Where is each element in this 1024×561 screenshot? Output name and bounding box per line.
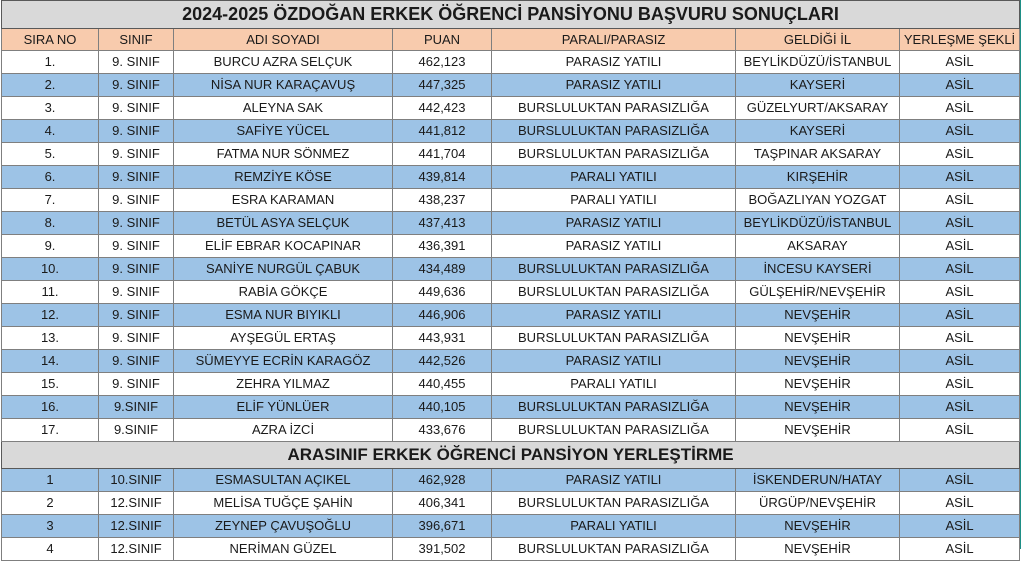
- cell-yerlesme-sekli[interactable]: ASİL: [900, 235, 1020, 258]
- cell-sira-no[interactable]: 17.: [2, 419, 99, 442]
- cell-sinif[interactable]: 9. SINIF: [99, 97, 174, 120]
- cell-geldigi-il[interactable]: NEVŞEHİR: [736, 396, 900, 419]
- cell-yerlesme-sekli[interactable]: ASİL: [900, 538, 1020, 561]
- column-header-sira-no[interactable]: SIRA NO: [2, 29, 99, 51]
- cell-puan[interactable]: 443,931: [393, 327, 492, 350]
- section-title[interactable]: ARASINIF ERKEK ÖĞRENCİ PANSİYON YERLEŞTİRME: [2, 442, 1020, 469]
- cell-geldigi-il[interactable]: KAYSERİ: [736, 74, 900, 97]
- cell-adi-soyadi[interactable]: AYŞEGÜL ERTAŞ: [174, 327, 393, 350]
- cell-sira-no[interactable]: 7.: [2, 189, 99, 212]
- cell-geldigi-il[interactable]: İSKENDERUN/HATAY: [736, 469, 900, 492]
- cell-parali-parasiz[interactable]: PARASIZ YATILI: [492, 350, 736, 373]
- cell-puan[interactable]: 446,906: [393, 304, 492, 327]
- cell-puan[interactable]: 391,502: [393, 538, 492, 561]
- cell-adi-soyadi[interactable]: SAFİYE YÜCEL: [174, 120, 393, 143]
- cell-parali-parasiz[interactable]: BURSLULUKTAN PARASIZLIĞA: [492, 143, 736, 166]
- cell-parali-parasiz[interactable]: PARASIZ YATILI: [492, 51, 736, 74]
- cell-adi-soyadi[interactable]: ALEYNA SAK: [174, 97, 393, 120]
- cell-parali-parasiz[interactable]: PARASIZ YATILI: [492, 304, 736, 327]
- cell-sinif[interactable]: 9. SINIF: [99, 258, 174, 281]
- cell-parali-parasiz[interactable]: BURSLULUKTAN PARASIZLIĞA: [492, 258, 736, 281]
- table-row: [2, 143, 1020, 166]
- cell-adi-soyadi[interactable]: ELİF YÜNLÜER: [174, 396, 393, 419]
- cell-sinif[interactable]: 9. SINIF: [99, 373, 174, 396]
- cell-geldigi-il[interactable]: NEVŞEHİR: [736, 515, 900, 538]
- cell-yerlesme-sekli[interactable]: ASİL: [900, 258, 1020, 281]
- sheet-title[interactable]: 2024-2025 ÖZDOĞAN ERKEK ÖĞRENCİ PANSİYONU BAŞVURU SONUÇLARI: [2, 1, 1020, 29]
- cell-adi-soyadi[interactable]: MELİSA TUĞÇE ŞAHİN: [174, 492, 393, 515]
- cell-parali-parasiz[interactable]: PARASIZ YATILI: [492, 235, 736, 258]
- cell-yerlesme-sekli[interactable]: ASİL: [900, 189, 1020, 212]
- cell-puan[interactable]: 436,391: [393, 235, 492, 258]
- column-header-sinif[interactable]: SINIF: [99, 29, 174, 51]
- table-row: [2, 97, 1020, 120]
- cell-yerlesme-sekli[interactable]: ASİL: [900, 327, 1020, 350]
- cell-parali-parasiz[interactable]: BURSLULUKTAN PARASIZLIĞA: [492, 97, 736, 120]
- cell-puan[interactable]: 441,812: [393, 120, 492, 143]
- cell-sira-no[interactable]: 4: [2, 538, 99, 561]
- cell-yerlesme-sekli[interactable]: ASİL: [900, 304, 1020, 327]
- cell-puan[interactable]: 440,105: [393, 396, 492, 419]
- cell-adi-soyadi[interactable]: ESMASULTAN AÇIKEL: [174, 469, 393, 492]
- cell-sira-no[interactable]: 11.: [2, 281, 99, 304]
- spreadsheet: [1, 0, 1021, 556]
- cell-yerlesme-sekli[interactable]: ASİL: [900, 97, 1020, 120]
- cell-puan[interactable]: 406,341: [393, 492, 492, 515]
- cell-puan[interactable]: 437,413: [393, 212, 492, 235]
- cell-yerlesme-sekli[interactable]: ASİL: [900, 281, 1020, 304]
- cell-parali-parasiz[interactable]: BURSLULUKTAN PARASIZLIĞA: [492, 281, 736, 304]
- cell-sira-no[interactable]: 2.: [2, 74, 99, 97]
- cell-yerlesme-sekli[interactable]: ASİL: [900, 74, 1020, 97]
- cell-sinif[interactable]: 9. SINIF: [99, 235, 174, 258]
- header-row: [2, 29, 1020, 51]
- cell-sinif[interactable]: 9. SINIF: [99, 143, 174, 166]
- cell-sira-no[interactable]: 1: [2, 469, 99, 492]
- cell-yerlesme-sekli[interactable]: ASİL: [900, 492, 1020, 515]
- cell-geldigi-il[interactable]: TAŞPINAR AKSARAY: [736, 143, 900, 166]
- cell-sinif[interactable]: 9. SINIF: [99, 327, 174, 350]
- cell-adi-soyadi[interactable]: NİSA NUR KARAÇAVUŞ: [174, 74, 393, 97]
- cell-parali-parasiz[interactable]: BURSLULUKTAN PARASIZLIĞA: [492, 396, 736, 419]
- cell-puan[interactable]: 447,325: [393, 74, 492, 97]
- cell-sinif[interactable]: 10.SINIF: [99, 469, 174, 492]
- cell-sinif[interactable]: 9. SINIF: [99, 74, 174, 97]
- table-row: [2, 166, 1020, 189]
- cell-adi-soyadi[interactable]: ESRA KARAMAN: [174, 189, 393, 212]
- cell-sinif[interactable]: 9. SINIF: [99, 166, 174, 189]
- cell-geldigi-il[interactable]: KIRŞEHİR: [736, 166, 900, 189]
- cell-puan[interactable]: 396,671: [393, 515, 492, 538]
- cell-adi-soyadi[interactable]: ZEYNEP ÇAVUŞOĞLU: [174, 515, 393, 538]
- table-row: [2, 74, 1020, 97]
- cell-yerlesme-sekli[interactable]: ASİL: [900, 350, 1020, 373]
- cell-parali-parasiz[interactable]: PARASIZ YATILI: [492, 469, 736, 492]
- cell-adi-soyadi[interactable]: SANİYE NURGÜL ÇABUK: [174, 258, 393, 281]
- cell-sira-no[interactable]: 10.: [2, 258, 99, 281]
- cell-parali-parasiz[interactable]: PARASIZ YATILI: [492, 74, 736, 97]
- cell-yerlesme-sekli[interactable]: ASİL: [900, 419, 1020, 442]
- cell-adi-soyadi[interactable]: ELİF EBRAR KOCAPINAR: [174, 235, 393, 258]
- table-row: [2, 373, 1020, 396]
- title-row: [2, 1, 1020, 29]
- cell-yerlesme-sekli[interactable]: ASİL: [900, 469, 1020, 492]
- cell-geldigi-il[interactable]: NEVŞEHİR: [736, 373, 900, 396]
- cell-yerlesme-sekli[interactable]: ASİL: [900, 166, 1020, 189]
- cell-sira-no[interactable]: 15.: [2, 373, 99, 396]
- cell-geldigi-il[interactable]: NEVŞEHİR: [736, 419, 900, 442]
- cell-puan[interactable]: 439,814: [393, 166, 492, 189]
- cell-puan[interactable]: 442,526: [393, 350, 492, 373]
- cell-sira-no[interactable]: 6.: [2, 166, 99, 189]
- cell-adi-soyadi[interactable]: ZEHRA YILMAZ: [174, 373, 393, 396]
- cell-adi-soyadi[interactable]: NERİMAN GÜZEL: [174, 538, 393, 561]
- cell-sinif[interactable]: 12.SINIF: [99, 538, 174, 561]
- cell-parali-parasiz[interactable]: PARASIZ YATILI: [492, 212, 736, 235]
- cell-sinif[interactable]: 9. SINIF: [99, 281, 174, 304]
- cell-geldigi-il[interactable]: NEVŞEHİR: [736, 304, 900, 327]
- cell-puan[interactable]: 462,928: [393, 469, 492, 492]
- table-row: [2, 515, 1020, 538]
- table-row: [2, 350, 1020, 373]
- cell-sinif[interactable]: 12.SINIF: [99, 515, 174, 538]
- cell-sira-no[interactable]: 14.: [2, 350, 99, 373]
- cell-sira-no[interactable]: 8.: [2, 212, 99, 235]
- cell-geldigi-il[interactable]: GÜLŞEHİR/NEVŞEHİR: [736, 281, 900, 304]
- cell-yerlesme-sekli[interactable]: ASİL: [900, 51, 1020, 74]
- table-row: [2, 235, 1020, 258]
- table-row: [2, 51, 1020, 74]
- cell-sira-no[interactable]: 3.: [2, 97, 99, 120]
- cell-geldigi-il[interactable]: KAYSERİ: [736, 120, 900, 143]
- cell-sira-no[interactable]: 16.: [2, 396, 99, 419]
- cell-adi-soyadi[interactable]: ESMA NUR BIYIKLI: [174, 304, 393, 327]
- cell-geldigi-il[interactable]: ÜRGÜP/NEVŞEHİR: [736, 492, 900, 515]
- cell-puan[interactable]: 462,123: [393, 51, 492, 74]
- cell-adi-soyadi[interactable]: FATMA NUR SÖNMEZ: [174, 143, 393, 166]
- cell-sinif[interactable]: 9.SINIF: [99, 396, 174, 419]
- table-row: [2, 538, 1020, 561]
- cell-adi-soyadi[interactable]: BURCU AZRA SELÇUK: [174, 51, 393, 74]
- column-header-parali-parasiz[interactable]: PARALI/PARASIZ: [492, 29, 736, 51]
- cell-puan[interactable]: 442,423: [393, 97, 492, 120]
- cell-sira-no[interactable]: 3: [2, 515, 99, 538]
- cell-sira-no[interactable]: 5.: [2, 143, 99, 166]
- cell-yerlesme-sekli[interactable]: ASİL: [900, 396, 1020, 419]
- cell-sinif[interactable]: 12.SINIF: [99, 492, 174, 515]
- cell-sinif[interactable]: 9. SINIF: [99, 350, 174, 373]
- cell-yerlesme-sekli[interactable]: ASİL: [900, 515, 1020, 538]
- column-header-adi-soyadi[interactable]: ADI SOYADI: [174, 29, 393, 51]
- table-row: [2, 327, 1020, 350]
- cell-geldigi-il[interactable]: BEYLİKDÜZÜ/İSTANBUL: [736, 212, 900, 235]
- table-row: [2, 419, 1020, 442]
- table-row: [2, 469, 1020, 492]
- cell-puan[interactable]: 440,455: [393, 373, 492, 396]
- cell-sira-no[interactable]: 9.: [2, 235, 99, 258]
- cell-sinif[interactable]: 9. SINIF: [99, 189, 174, 212]
- cell-sinif[interactable]: 9. SINIF: [99, 120, 174, 143]
- cell-yerlesme-sekli[interactable]: ASİL: [900, 212, 1020, 235]
- cell-geldigi-il[interactable]: AKSARAY: [736, 235, 900, 258]
- cell-yerlesme-sekli[interactable]: ASİL: [900, 143, 1020, 166]
- cell-puan[interactable]: 434,489: [393, 258, 492, 281]
- table-row: [2, 396, 1020, 419]
- cell-sinif[interactable]: 9.SINIF: [99, 419, 174, 442]
- cell-sinif[interactable]: 9. SINIF: [99, 212, 174, 235]
- column-header-puan[interactable]: PUAN: [393, 29, 492, 51]
- table-row: [2, 212, 1020, 235]
- cell-puan[interactable]: 433,676: [393, 419, 492, 442]
- table-row: [2, 304, 1020, 327]
- cell-geldigi-il[interactable]: İNCESU KAYSERİ: [736, 258, 900, 281]
- cell-parali-parasiz[interactable]: BURSLULUKTAN PARASIZLIĞA: [492, 120, 736, 143]
- cell-parali-parasiz[interactable]: BURSLULUKTAN PARASIZLIĞA: [492, 327, 736, 350]
- section-title-row: [2, 442, 1020, 469]
- cell-puan[interactable]: 441,704: [393, 143, 492, 166]
- column-header-geldigi-il[interactable]: GELDİĞİ İL: [736, 29, 900, 51]
- cell-puan[interactable]: 449,636: [393, 281, 492, 304]
- cell-parali-parasiz[interactable]: PARALI YATILI: [492, 515, 736, 538]
- cell-yerlesme-sekli[interactable]: ASİL: [900, 373, 1020, 396]
- cell-geldigi-il[interactable]: BOĞAZLIYAN YOZGAT: [736, 189, 900, 212]
- table-row: [2, 492, 1020, 515]
- cell-sira-no[interactable]: 1.: [2, 51, 99, 74]
- cell-sira-no[interactable]: 2: [2, 492, 99, 515]
- cell-adi-soyadi[interactable]: BETÜL ASYA SELÇUK: [174, 212, 393, 235]
- cell-geldigi-il[interactable]: NEVŞEHİR: [736, 350, 900, 373]
- cell-parali-parasiz[interactable]: PARALI YATILI: [492, 166, 736, 189]
- column-header-yerlesme-sekli[interactable]: YERLEŞME ŞEKLİ: [900, 29, 1020, 51]
- cell-parali-parasiz[interactable]: BURSLULUKTAN PARASIZLIĞA: [492, 492, 736, 515]
- results-table: [1, 0, 1020, 561]
- table-row: [2, 189, 1020, 212]
- cell-sinif[interactable]: 9. SINIF: [99, 51, 174, 74]
- cell-geldigi-il[interactable]: NEVŞEHİR: [736, 538, 900, 561]
- cell-parali-parasiz[interactable]: BURSLULUKTAN PARASIZLIĞA: [492, 538, 736, 561]
- cell-puan[interactable]: 438,237: [393, 189, 492, 212]
- cell-adi-soyadi[interactable]: RABİA GÖKÇE: [174, 281, 393, 304]
- cell-sira-no[interactable]: 12.: [2, 304, 99, 327]
- cell-sinif[interactable]: 9. SINIF: [99, 304, 174, 327]
- cell-parali-parasiz[interactable]: BURSLULUKTAN PARASIZLIĞA: [492, 419, 736, 442]
- cell-sira-no[interactable]: 13.: [2, 327, 99, 350]
- cell-sira-no[interactable]: 4.: [2, 120, 99, 143]
- cell-adi-soyadi[interactable]: REMZİYE KÖSE: [174, 166, 393, 189]
- cell-yerlesme-sekli[interactable]: ASİL: [900, 120, 1020, 143]
- table-row: [2, 281, 1020, 304]
- cell-geldigi-il[interactable]: BEYLİKDÜZÜ/İSTANBUL: [736, 51, 900, 74]
- table-row: [2, 120, 1020, 143]
- cell-geldigi-il[interactable]: GÜZELYURT/AKSARAY: [736, 97, 900, 120]
- cell-adi-soyadi[interactable]: AZRA İZCİ: [174, 419, 393, 442]
- cell-parali-parasiz[interactable]: PARALI YATILI: [492, 189, 736, 212]
- cell-adi-soyadi[interactable]: SÜMEYYE ECRİN KARAGÖZ: [174, 350, 393, 373]
- cell-geldigi-il[interactable]: NEVŞEHİR: [736, 327, 900, 350]
- table-row: [2, 258, 1020, 281]
- cell-parali-parasiz[interactable]: PARALI YATILI: [492, 373, 736, 396]
